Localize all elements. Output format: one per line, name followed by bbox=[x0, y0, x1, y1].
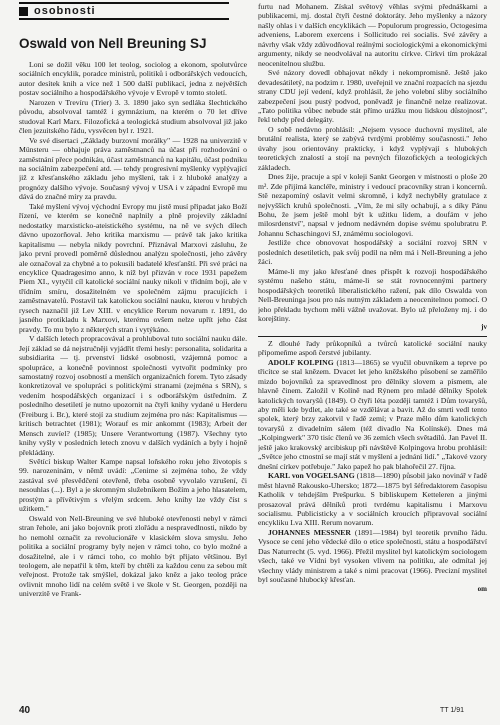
anniversary-text: (1813—1865) se vyučil obuvníkem a teprve po třicítce se stal knězem. Dvacet let jeho kněžského působení se zaměřilo mizdo bojovníků za spravedlnost pro dělníky slovem a písmem, ale hlavně činem. Založil v Kolíně nad Rýnem pro mladé dělníky Spolek katolických tovaryšů (1849). O čtyři léta později tamtéž i Dům tovaryšů, aby měli kde bydlet, ale také se vzdělávat a bavit. Až do smrti vedl tento spolek, který brzy zakotvil v řadě zemí; v Praze mělo dům katolických tovaryšů z divadelním sálem (též divadlo Na Kolínské). Dnes má „Kolpingwerk" 370 tisíc členů ve 36 zemích všech světadílů. Jan Pavel II. ještě jako krakovský arcibiskup při návštěvě Kolpingova hrobu prohlásil: „Světce jeho ctnostní se mají stát v myšlení a jednání lidí." „Takové vzory dnešní církev potřebuje." Jako papež ho pak blahořečil 27. října. bbox=[258, 357, 487, 471]
paragraph: O sobě nedávno prohlásil: „Nejsem vysoce duchovní myslitel, ale brutální realista, který se zabývá tvrdými problémy současnosti." Jeho úvahy jsou orientovány prakticky, i když vyplývají s hlubokých teoretických znalostí a stojí na pevných filozofických a teologických základech. bbox=[258, 124, 487, 172]
anniversary-text: (1818—1890) působil jako novinář v řadě měst hlavně Rakousko-Uhersko; 1872—1875 byl šéfredaktorem časopisu Katholik v tehdejším Prešpurku. S bibliskupem Ketteleren a jinými prosazoval prává dělníků proti tvrdému kapitalismu i Marxovu socialismu. Publicisticky a v sociálních kroucích připravoval sociální encykliku Lva XIII. Rerum novarum. bbox=[258, 471, 487, 528]
paragraph: Ve své disertaci „Základy burzovní morálky" — 1928 na univerzitě v Münsteru — obhajuje práva zaměstnanců na účast při rozhodování o zaměstnání přece podnikáu, účast zaměstnanců na kapitálu, účast podniku na sociálním zabezpečení atd. — tehdy progresivní myšlenky vyplývající již z křesťanského základu jeho myšlení, tak i z hluboké analýzy a prognózy dalšího vývoje. Současný vývoj v USA i v západní Evropě mu dává do značné míry za pravdu. bbox=[19, 135, 247, 202]
paragraph: Jestliže chce obnovovat hospodářský a sociální rozvoj SRN v posledních desetiletích, pak svůj podíl na něm má i Nell-Breuning a jeho žáci. bbox=[258, 238, 487, 267]
author-signature: jv bbox=[481, 323, 487, 332]
author-signature: om bbox=[477, 584, 487, 593]
paragraph: Máme-li my jako křesťané dnes přispět k rozvoji hospodářského systému našeho státu, máme-li se stát rovnocennými partnery hospodářských teoretiků liberalistického ražení, pak dílo Oswalda von Nell-Breuninga jsou pro nás nutným základem a neocenitelnou pomocí. O jeho překladu bychom měli vážně uvažovat. Bylo už přeloženy mj. i do korejštiny. bbox=[258, 266, 487, 323]
section-header bbox=[19, 2, 229, 20]
left-column bbox=[19, 60, 247, 690]
person-name: JOHANNES MESSNER bbox=[268, 527, 351, 537]
section-marker-square bbox=[19, 7, 28, 16]
divider bbox=[258, 336, 487, 337]
paragraph: Světící biskup Walter Kampe napsal loňského roku jeho životopis s 99. narozeninám, v němž uvádí: „Cenime si zejména toho, že vždy zastával své přesvědčení otevřeně, třeba osobně vyvolalo vzrušení, či nesouhlas (...). Byl a je skromným služebníkem Božím a jeho hlasatelem, prostým a přívětivým s vřelým srdcem. Jeho knihy lze vždy číst s užitkem." bbox=[19, 457, 247, 514]
issue-label: TT 1/91 bbox=[440, 707, 464, 714]
anniversary-text: (1891—1984) byl teoretik prvního řádu. Vysoce se cení jeho vědecké dílo o etice společnosti, státu a hospodářství Das Naturrecht (5. vyd. 1966). Přežil myslitel byl katolickým sociologem všech, také ve Vídni byl vysoken vlivem na politiku, ale odmítal jej všechny vlády ministrem a také s nimi pracovat (1966). Precizní myslitel byl současné hlubocký křesťan. bbox=[258, 527, 487, 585]
person-name: ADOLF KOLPING bbox=[268, 357, 334, 367]
paragraph: furtu nad Mohanem. Získal světový věhlas svými přednáškami a publikacemi, mj. dostal čtyři čestné doktoráty. Jeho myšlenky a názory našly ohlas i v dalších encyklikách — Populorum progressio, Octogesima adveniens, Laborem exercens i Sollicitudo rei socialis. Své závěry a návrhy však vždy zdůvodňoval reálnými sociologickými a ekonomickými argumenty, nikdy se neodvolával na autoritu církve. Církvi tím prokázal neocenitelnou službu. bbox=[258, 2, 487, 68]
paragraph: Oswald von Nell-Breuning ve své hluboké otevřenosti nebyl v rámci stran řehole, ani jako bojovník proti zlořádu a nespravedlnosti, nikdo by ho nemohl označit za revolucionáře v klasickém slova smyslu. Jeho politika a sociální programy byly nejen v rámci toho, co bylo možné a dosažitelné, ale i v rámci toho, co mohlo být přijato většinou. Byl teologem, ale nepatřil k těm, kteří by chtěli za každou cenu za sebou mít veřejnost. Protože tak smýšlel, dokázal jako kněz a jako teolog práce ovlivnit mnoho lidí na celém světě i ve škole v St. Georgen, později na univerzitě ve Frank- bbox=[19, 513, 247, 599]
paragraph: V dalších letech propracovával a prohluboval tuto sociální nauku dále. Její základ se dá nejstručněji vyjádřit třemi hesly: personalita, solidarita a subsidiarita — tj. prvenství lidské osobnosti, vzájemná pomoc a spolupráce, a konečně povinnost společnosti vytvořit podmínky pro samostatný rozvoj osobností a menších organizačních forem. Tyto zásady konkretizoval ve spolupráci s politickými stranami (zejména s SRN), s vedením hospodářských organizací i s odborářským ústředním. Z posledního desetiletí je nutno upozornit na čtyři knihy vydané u Herderu (Freiburg i. Br.), které stojí za studium zejména pro nás: Kapitalismus — kritisch betrachtet (1981); Worauf es mir ankommt (1983); Arbeit der Mensch zuvíel? (1985); Unsere Verantwortung (1987). Všechny tyto knihy vyšly v posledních letech znovu v dalších vydáních a byly i hojně překládány. bbox=[19, 334, 247, 457]
article-title: Oswald von Nell Breuning SJ bbox=[19, 36, 207, 51]
paragraph: Loni se dožil věku 100 let teolog, sociolog a ekonom, spolutvůrce sociálních encyklik, poradce ministrů, politiků i odborářských vedoucích, autor desítek knih a více než 1 500 další publikací, jedna z největších postav sociálního a hospodářského vývoje v Evropě v tomto století. bbox=[19, 60, 247, 98]
right-column bbox=[258, 2, 487, 690]
anniversaries-intro: Z dlouhé řady průkopníků a tvůrců katolické sociální nauky připomeňme aspoň čerstvé jubilanty. bbox=[258, 338, 487, 358]
section-label: osobnosti bbox=[34, 5, 96, 17]
paragraph: Také myšlení vývoj východní Evropy mu jistě musí připadat jako Boží řízení, ve kterém se konečně naplnily a plně projevily základní nedostatky marxisticko-ateistického systému, na ně ve svých dílech dávno upozorňoval. Jeho kritika marxismu — právě tak jako kritika kapitalismu — nebyla nikdy povrchní. Přiznával Marxovi zásluhu, že jako první provedl poměrně důslednou analýzu společnosti, jeho závěry ale označoval za chybné a to pokusili badatelé křesťanští. Při své práci na encyklice Quadragesimo anno, k níž byl přizván v roce 1931 papežem Piem XI., vytyčil cíl katolické sociální nauky nikoli v třídním boji, ale v třídním smíru, dosažitelném ve společném zájmu pracujících i zaměstnavatelů. Postavil tak katolickou sociální nauku, kterou v hrubých rysech naznačil již Lev XIII. v encyklice Rerum novarum r. 1891, do jasného protikladu k Marxovi, kterému ovšem nelze upřít jeho část pravdy. To mu bylo z některých stran i vytýkáno. bbox=[19, 201, 247, 334]
paragraph: Dnes žije, pracuje a spí v koleji Sankt Georgen v místnosti o ploše 20 m². Zde přijímá kancléře, ministry i vedoucí pracovníky stran i koncernů. Stě nezapomíný oslavit velmi skromně, i když nechyběly gratulace z nejvyšších kruhů společnosti. „Vím, že mi síly ochabují, a s díky Pánu Bohu, že jsem ještě mohl být k užitku lidem, a doufám v jeho milosrdenství", napsal v jednom nedávném dopise svému spolubratru P. Johannu Schaschingovi SJ, známému sociologovi. bbox=[258, 172, 487, 238]
anniversary-item bbox=[258, 528, 487, 585]
anniversary-item bbox=[258, 358, 487, 471]
anniversary-item bbox=[258, 471, 487, 528]
page-number: 40 bbox=[19, 705, 31, 716]
person-name: KARL von VOGELSANG bbox=[268, 471, 355, 481]
paragraph: Své názory dovedl obhajovat někdy i nekompromisně. Ještě jako devadesátiletý, na podzim r. 1980, uveřejnil ve znační rozpacích na sjezdu strany CDU její vedení, když prohlásil, že jeho volební sliby sociálního zabezpečení jsou pustý podvod, poněvadž je finančně nelze realizovat. „Tato politika vůbec nebude stát přímo urážku mou lidskou důstojnost", řekl tehdy před delegáty. bbox=[258, 68, 487, 125]
paragraph: Narozen v Trevíru (Trier) 3. 3. 1890 jako syn sedláka šlechtického původu, absolvoval tamtéž i gymnázium, na kterém o 70 let dříve studoval Karl Marx. Filozofická a teologická studium absolvoval již jako člen jezuitského řádu, vysvěcen byl r. 1921. bbox=[19, 97, 247, 136]
